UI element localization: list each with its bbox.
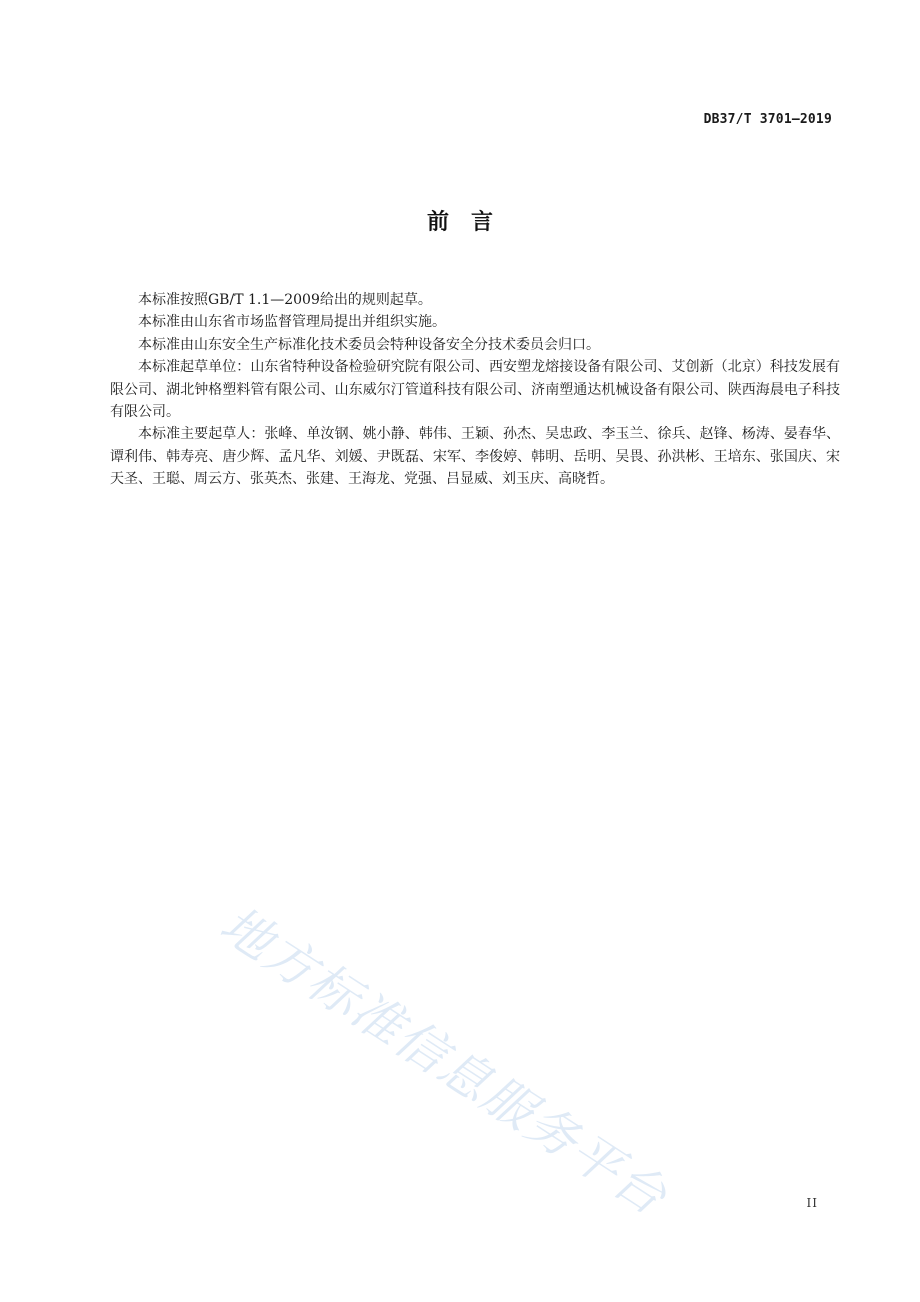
- paragraph-committee: 本标准由山东安全生产标准化技术委员会特种设备安全分技术委员会归口。: [138, 336, 600, 353]
- foreword-body: [110, 289, 840, 491]
- document-code: DB37/T 3701—2019: [703, 112, 832, 127]
- paragraph-drafters: 本标准主要起草人：张峰、单汝钢、姚小静、韩伟、王颖、孙杰、吴忠政、李玉兰、徐兵、赵锋、杨涛、晏春华、谭利伟、韩寿亮、唐少辉、孟凡华、刘媛、尹既磊、宋军、李俊婷、韩明、岳明、吴畏、孙洪彬、王培东、张国庆、宋天圣、王聪、周云方、张英杰、张建、王海龙、党强、吕显威、刘玉庆、高晓哲。: [110, 426, 840, 488]
- page-number: II: [806, 1196, 818, 1210]
- page-title: 前言: [426, 210, 515, 235]
- paragraph-drafting-rules: 本标准按照GB/T 1.1—2009给出的规则起草。: [138, 292, 432, 308]
- watermark-text: 地方标准信息服务平台: [210, 895, 678, 1227]
- paragraph-proposer: 本标准由山东省市场监督管理局提出并组织实施。: [138, 314, 446, 331]
- paragraph-drafting-units: 本标准起草单位：山东省特种设备检验研究院有限公司、西安塑龙熔接设备有限公司、艾创新（北京）科技发展有限公司、湖北钟格塑料管有限公司、山东威尔汀管道科技有限公司、济南塑通达机械设备有限公司、陕西海晨电子科技有限公司。: [110, 359, 840, 421]
